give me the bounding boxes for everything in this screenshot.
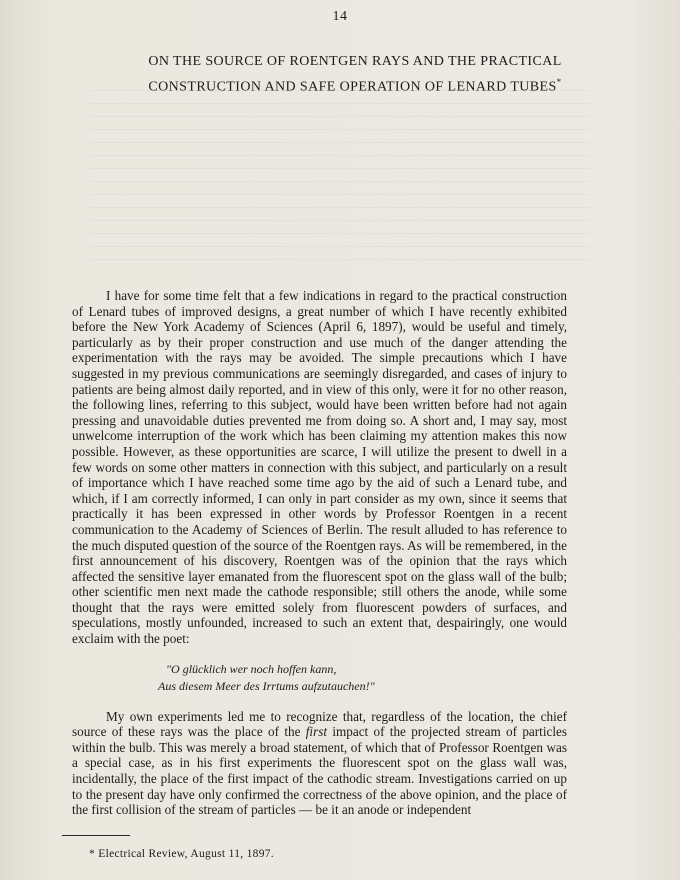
title-line-2: CONSTRUCTION AND SAFE OPERATION OF LENARD TUBES bbox=[148, 79, 557, 95]
footnote-text: Electrical Review, August 11, 1897. bbox=[98, 848, 274, 860]
footnote-marker: * bbox=[89, 848, 96, 860]
article-title bbox=[60, 51, 650, 98]
paragraph-2-before: My own experiments led me to recognize that, regardless of the location, the chief source of these rays was the place of the bbox=[72, 708, 567, 740]
paragraph-2 bbox=[72, 709, 567, 818]
paragraph-1: I have for some time felt that a few indications in regard to the practical construction of Lenard tubes of improved designs, a great number of which I have recently exhibited before the New York Academy of Sciences (April 6, 1897), would be useful and timely, particularly as by their proper construction and use much of the danger attending the experimentation with the rays may be avoided. The simple precautions which I have suggested in my previous communications are seemingly disregarded, and cases of injury to patients are being almost daily reported, and in view of this only, were it for no other reason, the following lines, referring to this subject, would have been written before had not again pressing and unavoidable duties prevented me from doing so. A short and, I may say, most unwelcome interruption of the work which has been claiming my attention makes this now possible. However, as these opportunities are scarce, I will utilize the present to dwell in a few words on some other matters in connection with this subject, and particularly on a result of importance which I have reached some time ago by the aid of such a Lenard tube, and which, if I am correctly informed, I can only in part consider as my own, since it seems that practically it has been expressed in other words by Professor Roentgen in a recent communication to the Academy of Sciences of Berlin. The result alluded to has reference to the much disputed question of the source of the Roentgen rays. As will be remembered, in the first announcement of his discovery, Roentgen was of the opinion that the rays which affected the sensitive layer emanated from the fluorescent spot on the glass wall of the bulb; other scientific men next made the cathode responsible; still others the anode, while some thought that the rays were emitted solely from fluorescent powders of surfaces, and speculations, mostly unfounded, increased to such an extent that, despairingly, one would exclaim with the poet: bbox=[72, 288, 567, 647]
title-footnote-marker: * bbox=[556, 77, 562, 87]
article-body bbox=[72, 288, 567, 818]
poem-quote bbox=[158, 661, 567, 695]
quote-line-2: Aus diesem Meer des Irrtums aufzutauchen!" bbox=[158, 678, 375, 693]
quote-line-1: "O glücklich wer noch hoffen kann, bbox=[166, 661, 337, 676]
footnote-divider bbox=[62, 835, 130, 836]
page-number: 14 bbox=[332, 9, 348, 24]
bleed-through-texture bbox=[90, 90, 590, 270]
paragraph-2-emphasis: first bbox=[305, 724, 328, 740]
title-line-1: ON THE SOURCE OF ROENTGEN RAYS AND THE PRACTICAL bbox=[148, 54, 562, 69]
footnote bbox=[89, 848, 274, 860]
paragraph-2-after: impact of the projected stream of particles within the bulb. This was merely a broad statement, of which that of Professor Roentgen was a special case, as in his first experiments the fluorescent spot on the glass wall was, incidentally, the place of the first impact of the cathodic stream. Investigations carried on up to the present day have only confirmed the correctness of the above opinion, and the place of the first collision of the stream of particles — be it an anode or independent bbox=[72, 724, 567, 818]
